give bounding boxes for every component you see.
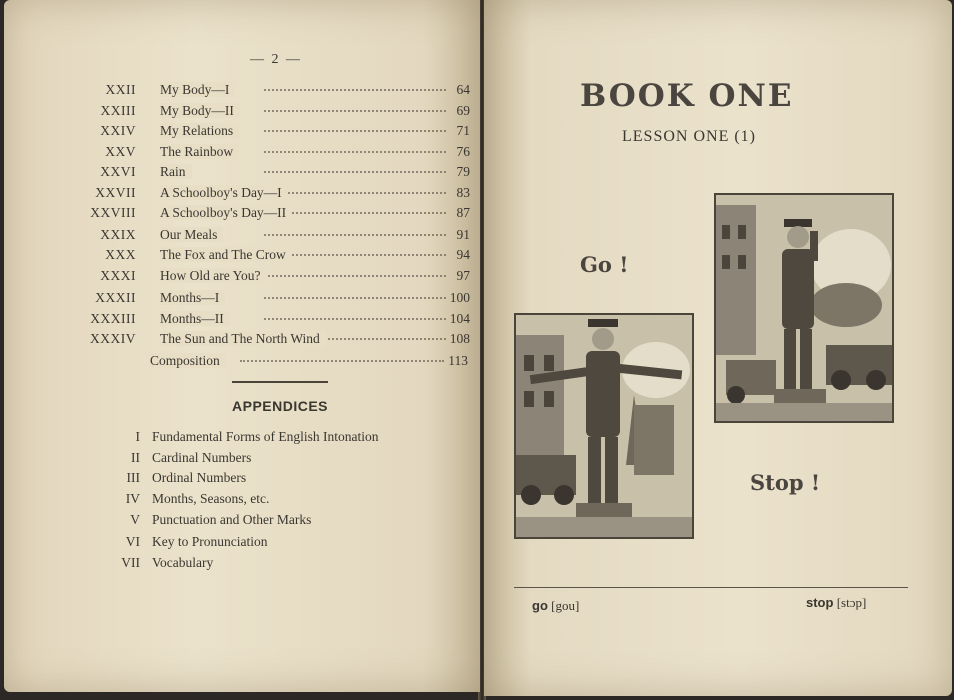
toc-leader-dots — [264, 171, 446, 173]
page-number: — 2 — — [250, 52, 302, 67]
toc-lesson-number: XXVI — [100, 164, 136, 179]
toc-row — [84, 290, 476, 310]
toc-lesson-title: My Relations — [160, 123, 239, 138]
appendix-number: V — [130, 512, 140, 527]
toc-lesson-number: XXIII — [100, 103, 136, 118]
toc-page-number: 91 — [456, 227, 470, 242]
toc-leader-dots — [264, 192, 446, 194]
appendix-number: IV — [125, 491, 140, 506]
toc-composition-title: Composition — [150, 353, 226, 368]
toc-leader-dots — [264, 89, 446, 91]
illustration-policeman-go — [514, 313, 694, 539]
toc-page-number: 97 — [456, 268, 470, 283]
toc-lesson-number: XXIX — [100, 227, 136, 242]
illustration-policeman-stop — [714, 193, 894, 423]
toc-leader-dots — [264, 275, 446, 277]
appendix-label: Cardinal Numbers — [152, 450, 252, 465]
toc-lesson-number: XXVIII — [90, 205, 136, 220]
toc-page-number: 108 — [449, 331, 470, 346]
toc-page-number: 64 — [456, 82, 470, 97]
toc-lesson-title: My Body—II — [160, 103, 240, 118]
appendix-number: VI — [125, 534, 140, 549]
appendix-label: Punctuation and Other Marks — [152, 512, 312, 527]
appendix-number: I — [135, 429, 140, 444]
toc-row — [84, 311, 476, 331]
lesson-title: LESSON ONE (1) — [622, 128, 756, 145]
toc-lesson-number: XXXI — [100, 268, 136, 283]
toc-row — [84, 82, 476, 102]
toc-lesson-title: A Schoolboy's Day—II — [160, 205, 292, 220]
appendix-label: Months, Seasons, etc. — [152, 491, 270, 506]
toc-leader-dots — [264, 297, 446, 299]
toc-row — [84, 331, 476, 351]
toc-leader-dots — [264, 318, 446, 320]
toc-lesson-title: The Rainbow — [160, 144, 239, 159]
appendix-label: Fundamental Forms of English Intonation — [152, 429, 379, 444]
toc-lesson-number: XXV — [105, 144, 136, 159]
vocab-word: go — [532, 598, 548, 613]
toc-row — [84, 227, 476, 247]
section-divider — [232, 381, 328, 383]
toc-page-number: 87 — [456, 205, 470, 220]
vocab-entry-stop — [806, 595, 866, 611]
toc-page-number: 79 — [456, 164, 470, 179]
toc-lesson-number: XXXIII — [90, 311, 136, 326]
toc-leader-dots — [264, 110, 446, 112]
toc-leader-dots — [264, 130, 446, 132]
toc-lesson-title: The Fox and The Crow — [160, 247, 292, 262]
appendix-number: III — [126, 470, 140, 485]
toc-lesson-title: Our Meals — [160, 227, 223, 242]
toc-page-number: 100 — [449, 290, 470, 305]
appendix-label: Ordinal Numbers — [152, 470, 247, 485]
toc-lesson-title: A Schoolboy's Day—I — [160, 185, 288, 200]
toc-row — [84, 103, 476, 123]
toc-lesson-number: XXXIV — [90, 331, 136, 346]
toc-lesson-title: Months—I — [160, 290, 225, 305]
appendix-label: Vocabulary — [152, 555, 214, 570]
vocab-entry-go — [532, 598, 579, 614]
toc-page-number: 94 — [456, 247, 470, 262]
toc-page-number: 104 — [449, 311, 470, 326]
appendix-label: Key to Pronunciation — [152, 534, 268, 549]
toc-leader-dots — [264, 234, 446, 236]
toc-row — [84, 205, 476, 225]
toc-lesson-number: XXX — [105, 247, 136, 262]
vocab-word: stop — [806, 595, 834, 610]
toc-lesson-title: The Sun and The North Wind — [160, 331, 326, 346]
vocab-pronunciation: [gou] — [551, 598, 580, 613]
toc-page-number: 76 — [456, 144, 470, 159]
toc-lesson-title: Months—II — [160, 311, 230, 326]
toc-lesson-title: Rain — [160, 164, 192, 179]
toc-page-number: 113 — [448, 353, 468, 368]
go-caption: Go ! — [580, 252, 629, 277]
toc-lesson-number: XXII — [105, 82, 136, 97]
appendix-number: II — [131, 450, 140, 465]
vocabulary-divider — [514, 587, 908, 588]
toc-lesson-number: XXIV — [100, 123, 136, 138]
vocab-pronunciation: [stɔp] — [836, 595, 867, 610]
toc-page-number: 71 — [456, 123, 470, 138]
toc-lesson-title: How Old are You? — [160, 268, 267, 283]
toc-lesson-number: XXVII — [95, 185, 136, 200]
toc-row — [84, 144, 476, 164]
toc-page-number: 69 — [456, 103, 470, 118]
toc-row — [84, 268, 476, 288]
book-title: BOOK ONE — [580, 78, 794, 114]
toc-lesson-title: My Body—I — [160, 82, 235, 97]
toc-lesson-number: XXXII — [95, 290, 136, 305]
toc-composition-row — [150, 353, 474, 369]
toc-row — [84, 123, 476, 143]
appendix-number: VII — [121, 555, 140, 570]
toc-row — [84, 247, 476, 267]
toc-leader-dots — [264, 151, 446, 153]
toc-row — [84, 185, 476, 205]
toc-page-number: 83 — [456, 185, 470, 200]
toc-leader-dots — [240, 360, 444, 362]
appendices-heading: APPENDICES — [232, 398, 329, 414]
toc-row — [84, 164, 476, 184]
stop-caption: Stop ! — [750, 470, 821, 495]
